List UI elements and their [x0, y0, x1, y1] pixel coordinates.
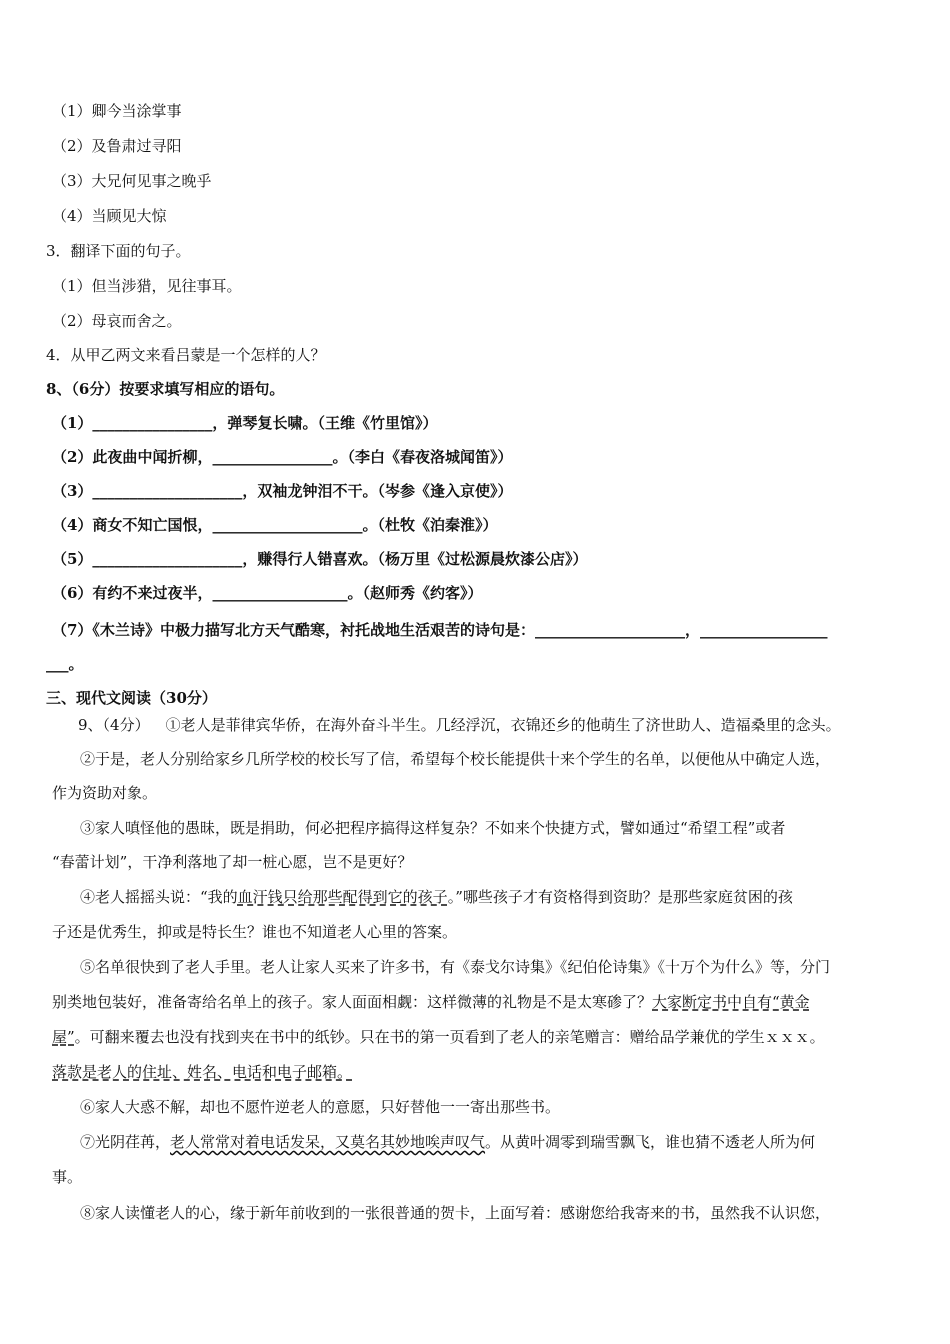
paragraph-3-line-1: ③家人嗔怪他的愚昧，既是捐助，何必把程序搞得这样复杂？不如来个快捷方式，譬如通过“希望工程”或者 [80, 819, 786, 837]
paragraph-1 [78, 715, 841, 735]
paragraph-4-line-1 [80, 887, 793, 907]
question-item-3: （3）大兄何见事之晚乎 [52, 172, 212, 190]
question-item-4: （4）当顾见大惊 [52, 207, 167, 225]
paragraph-5-underlined-b: 屋” [52, 1028, 75, 1046]
paragraph-1-text: ①老人是菲律宾华侨，在海外奋斗半生。几经浮沉，衣锦还乡的他萌生了济世助人、造福桑里的念头。 [165, 716, 841, 734]
paragraph-4-text-c: 。”哪些孩子才有资格得到资助？是那些家庭贫困的孩 [447, 888, 793, 906]
q3-item-1: （1）但当涉猎，见往事耳。 [52, 277, 242, 295]
paragraph-5-line-2 [52, 992, 810, 1012]
paragraph-3-line-2: “春蕾计划”，干净利落地了却一桩心愿，岂不是更好？ [52, 853, 413, 871]
paragraph-7-underlined: 老人常常对着电话发呆，又莫名其妙地唉声叹气 [170, 1133, 486, 1151]
paragraph-8-line-1: ⑧家人读懂老人的心，缘于新年前收到的一张很普通的贺卡，上面写着：感谢您给我寄来的书，虽然我不认识您， [80, 1204, 831, 1222]
paragraph-4-line-2: 子还是优秀生，抑或是特长生？谁也不知道老人心里的答案。 [52, 923, 458, 941]
q8-item-2: （2）此夜曲中闻折柳，________________。（李白《春夜洛城闻笛》） [52, 448, 513, 466]
paragraph-2-line-2: 作为资助对象。 [52, 784, 158, 802]
paragraph-5-line-3 [52, 1027, 825, 1047]
q8-item-6: （6）有约不来过夜半，__________________。（赵师秀《约客》） [52, 584, 483, 602]
q8-item-7: （7）《木兰诗》中极力描写北方天气酷寒，衬托战地生活艰苦的诗句是：____________________，_________________ [52, 621, 828, 639]
paragraph-4-text-a: ④老人摇摇头说：“我的 [80, 888, 238, 906]
paragraph-5-line-4: 落款是老人的住址、姓名、电话和电子邮箱。 [52, 1063, 353, 1081]
question-item-1: （1）卿今当涂掌事 [52, 102, 182, 120]
q8-item-1: （1）________________，弹琴复长啸。（王维《竹里馆》） [52, 414, 438, 432]
paragraph-5-text-a: 别类地包装好，准备寄给名单上的孩子。家人面面相觑：这样微薄的礼物是不是太寒碜了？ [52, 993, 653, 1011]
q8-item-3: （3）____________________，双袖龙钟泪不干。（岑参《逢入京使》） [52, 482, 513, 500]
q8-title: 8、（6分）按要求填写相应的语句。 [46, 380, 285, 398]
paragraph-2-line-1: ②于是，老人分别给家乡几所学校的校长写了信，希望每个校长能提供十来个学生的名单，以便他从中确定人选， [80, 750, 831, 768]
q3-title: 3．翻译下面的句子。 [46, 242, 191, 260]
paragraph-6: ⑥家人大惑不解，却也不愿忤逆老人的意愿，只好替他一一寄出那些书。 [80, 1098, 561, 1116]
paragraph-7-text-a: ⑦光阴荏苒， [80, 1133, 171, 1151]
paragraph-7-line-2: 事。 [52, 1168, 83, 1186]
q4-title: 4．从甲乙两文来看吕蒙是一个怎样的人？ [46, 346, 326, 364]
q8-item-5: （5）____________________，赚得行人错喜欢。（杨万里《过松源晨炊漆公店》） [52, 550, 588, 568]
section-title: 三、现代文阅读（30分） [46, 689, 217, 707]
paragraph-4-underlined: 血汗钱只给那些配得到它的孩子 [237, 888, 448, 906]
paragraph-7-text-c: 。从黄叶凋零到瑞雪飘飞，谁也猜不透老人所为何 [485, 1133, 816, 1151]
paragraph-5-underlined-a: 大家断定书中自有“黄金 [652, 993, 810, 1011]
q9-label: 9、（4分） [78, 716, 150, 734]
q3-item-2: （2）母哀而舍之。 [52, 312, 182, 330]
paragraph-5-line-1: ⑤名单很快到了老人手里。老人让家人买来了许多书，有《泰戈尔诗集》《纪伯伦诗集》《十万个为什么》等，分门 [80, 958, 831, 976]
q8-item-7-continued: ___。 [46, 655, 84, 673]
paragraph-7-line-1 [80, 1132, 815, 1152]
question-item-2: （2）及鲁肃过寻阳 [52, 137, 182, 155]
paragraph-5-text-b: 。可翻来覆去也没有找到夹在书中的纸钞。只在书的第一页看到了老人的亲笔赠言：赠给品学兼优的学生ｘｘｘ。 [74, 1028, 825, 1046]
q8-item-4: （4）商女不知亡国恨，____________________。（杜牧《泊秦淮》） [52, 516, 498, 534]
